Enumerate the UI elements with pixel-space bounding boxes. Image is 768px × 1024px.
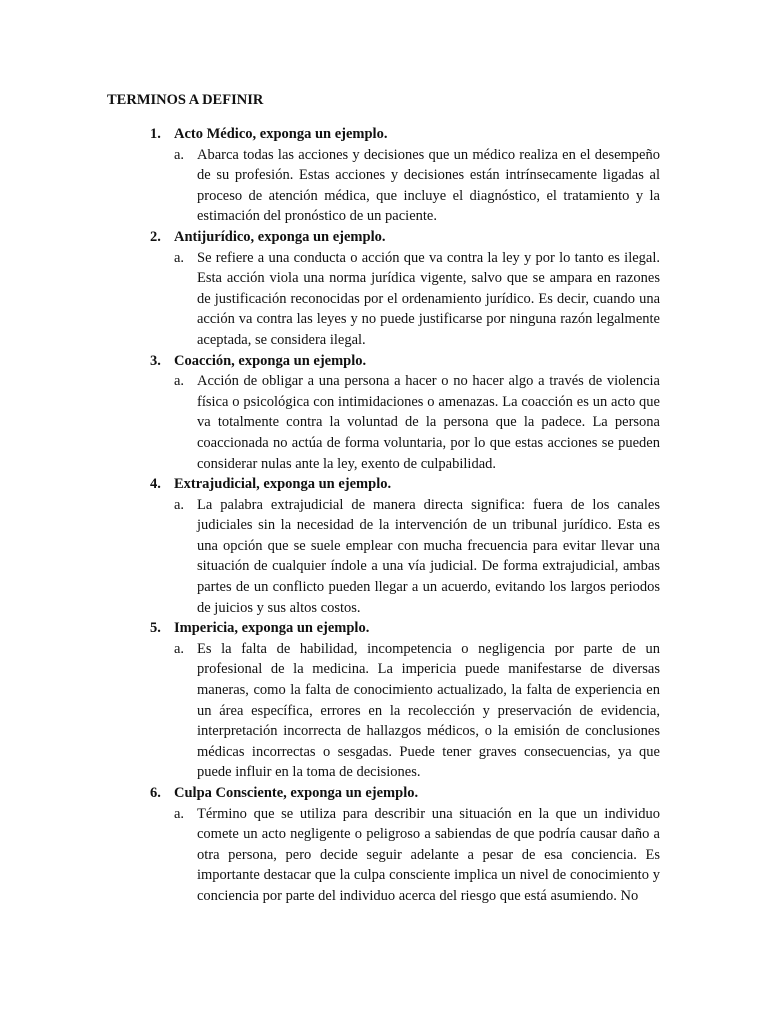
term-heading-text: Culpa Consciente, exponga un ejemplo.: [174, 785, 419, 801]
definition-letter: a.: [174, 146, 185, 163]
definition-letter: a.: [174, 249, 185, 266]
term-definition: [174, 804, 660, 907]
term-item-2: [150, 227, 660, 351]
term-heading: [150, 618, 660, 639]
definition-letter: a.: [174, 496, 185, 513]
term-heading: [150, 124, 660, 145]
definition-text: Se refiere a una conducta o acción que va contra la ley y por lo tanto es ilegal. Esta acción viola una norma jurídica vigente, salvo que se ampara en razones de justificación reconocidas por el ordenamiento jurídico. Es decir, cuando una acción va contra las leyes y no puede justificarse por ninguna razón legalmente aceptada, se considera ilegal.: [197, 249, 660, 348]
definition-text: Acción de obligar a una persona a hacer o no hacer algo a través de violencia física o psicológica con intimidaciones o amenazas. La coacción es un acto que va totalmente contra la voluntad de la persona que la padece. La persona coaccionada no actúa de forma voluntaria, por lo que estas acciones se pueden considerar nulas ante la ley, exento de culpabilidad.: [197, 373, 660, 472]
term-number: 6.: [150, 785, 161, 801]
term-number: 4.: [150, 476, 161, 493]
term-item-1: [150, 124, 660, 227]
definition-text: Abarca todas las acciones y decisiones que un médico realiza en el desempeño de su profesión. Estas acciones y decisiones están intrínsecamente ligadas al proceso de atención médica, que incluye el diagnóstico, el tratamiento y la estimación del pronóstico de un paciente.: [197, 146, 660, 225]
term-definition: [174, 248, 660, 351]
term-item-3: [150, 351, 660, 475]
definition-letter: a.: [174, 373, 185, 390]
term-item-5: [150, 618, 660, 783]
definition-text: Es la falta de habilidad, incompetencia o negligencia por parte de un profesional de la medicina. La impericia puede manifestarse de diversas maneras, como la falta de conocimiento actualizado, la falta de experiencia en un área específica, errores en la recolección y preservación de evidencia, interpretación incorrecta de hallazgos médicos, o la emisión de conclusiones médicas incorrectas o sesgadas. Puede tener graves consecuencias, ya que puede influir en la toma de decisiones.: [197, 640, 660, 781]
term-definition: [174, 495, 660, 619]
term-heading: [150, 783, 660, 804]
term-number: 1.: [150, 126, 161, 142]
terms-list: [150, 124, 660, 907]
term-number: 5.: [150, 620, 161, 637]
term-heading: [150, 474, 660, 495]
term-heading-text: Acto Médico, exponga un ejemplo.: [174, 126, 388, 142]
term-heading: [150, 227, 660, 248]
definition-text: Término que se utiliza para describir una situación en la que un individuo comete un acto negligente o peligroso a sabiendas de que podría causar daño a otra persona, pero decide seguir adelante a pesar de esa conciencia. Es importante destacar que la culpa consciente implica un nivel de conocimiento y conciencia por parte del individuo acerca del riesgo que está asumiendo. No: [197, 805, 660, 904]
term-heading-text: Coacción, exponga un ejemplo.: [174, 352, 367, 369]
term-number: 3.: [150, 352, 161, 369]
term-definition: [174, 371, 660, 474]
definition-letter: a.: [174, 805, 185, 822]
term-heading-text: Extrajudicial, exponga un ejemplo.: [174, 476, 392, 493]
document-title: TERMINOS A DEFINIR: [107, 92, 264, 108]
definition-text: La palabra extrajudicial de manera directa significa: fuera de los canales judiciales sin la necesidad de la intervención de un tribunal jurídico. Esta es una opción que se suele emplear con mucha frecuencia para evitar llevar una situación de cualquier índole a una vía judicial. De forma extrajudicial, ambas partes de un conflicto pueden llegar a un acuerdo, evitando los largos periodos de juicios y sus altos costos.: [197, 496, 660, 616]
term-definition: [174, 639, 660, 783]
term-heading: [150, 351, 660, 372]
term-heading-text: Antijurídico, exponga un ejemplo.: [174, 228, 386, 245]
term-item-6: [150, 783, 660, 907]
term-number: 2.: [150, 228, 161, 245]
term-heading-text: Impericia, exponga un ejemplo.: [174, 620, 370, 637]
definition-letter: a.: [174, 640, 185, 657]
term-definition: [174, 145, 660, 227]
term-item-4: [150, 474, 660, 618]
